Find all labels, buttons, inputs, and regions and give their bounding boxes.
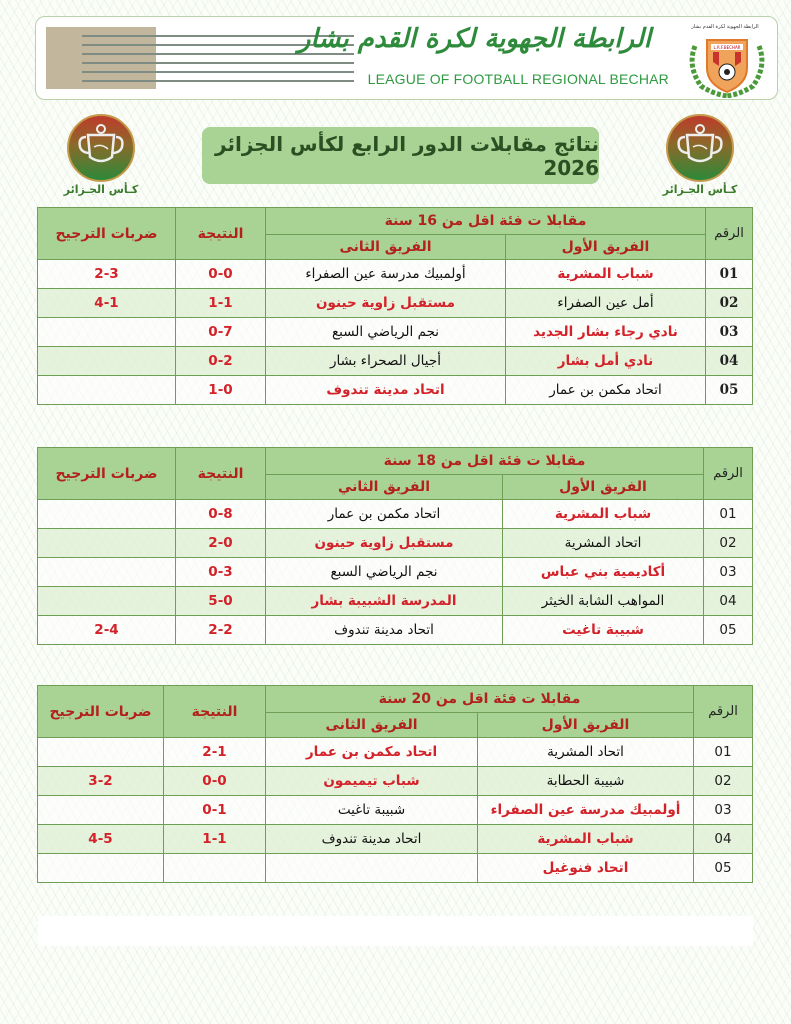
match-number: 01	[694, 738, 753, 767]
team1-name: أكاديمية بني عباس	[503, 558, 704, 587]
penalty-score	[38, 854, 164, 883]
table-row	[38, 738, 753, 767]
penalty-score	[38, 529, 176, 558]
team1-name: اتحاد فنوغيل	[478, 854, 694, 883]
team1-name: اتحاد المشرية	[478, 738, 694, 767]
table-row	[38, 347, 753, 376]
match-number: 05	[694, 854, 753, 883]
penalty-score	[38, 558, 176, 587]
column-header-number: الرقم	[704, 448, 753, 500]
column-header-score: النتيجة	[176, 448, 266, 500]
table-row	[38, 825, 753, 854]
penalty-score	[38, 796, 164, 825]
team2-name: نجم الرياضي السبع	[266, 558, 503, 587]
penalty-score: 4-5	[38, 825, 164, 854]
match-number: 04	[694, 825, 753, 854]
column-header-penalties: ضربات الترجيح	[38, 448, 176, 500]
match-score: 2-1	[164, 738, 266, 767]
column-header-team2: الفريق الثاني	[266, 475, 503, 500]
team2-name: اتحاد مكمن بن عمار	[266, 500, 503, 529]
column-header-team1: الفريق الأول	[478, 713, 694, 738]
table-row	[38, 500, 753, 529]
match-number: 03	[704, 558, 753, 587]
penalty-score	[38, 738, 164, 767]
team2-name: مستقبل زاوية حينون	[266, 529, 503, 558]
category-title: مقابلا ت فئة اقل من 16 سنة	[266, 208, 706, 235]
team2-name: اتحاد مدينة تندوف	[266, 616, 503, 645]
column-header-team1: الفريق الأول	[503, 475, 704, 500]
category-title: مقابلا ت فئة اقل من 20 سنة	[266, 686, 694, 713]
table-row	[38, 289, 753, 318]
team2-name: أولمبيك مدرسة عين الصفراء	[266, 260, 506, 289]
table-row	[38, 260, 753, 289]
crest-caption: الرابطة الجهوية لكرة القدم بشار	[691, 24, 759, 30]
team2-name: نجم الرياضي السبع	[266, 318, 506, 347]
table-row	[38, 616, 753, 645]
column-header-penalties: ضربات الترجيح	[38, 208, 176, 260]
penalty-score	[38, 587, 176, 616]
match-score	[164, 854, 266, 883]
match-number: 02	[694, 767, 753, 796]
table-row	[38, 767, 753, 796]
match-number: 03	[706, 318, 753, 347]
match-number: 02	[706, 289, 753, 318]
team2-name: اتحاد مكمن بن عمار	[266, 738, 478, 767]
team1-name: شباب المشرية	[506, 260, 706, 289]
table-row	[38, 558, 753, 587]
penalty-score: 2-3	[38, 260, 176, 289]
team2-name	[266, 854, 478, 883]
team1-name: اتحاد المشرية	[503, 529, 704, 558]
penalty-score	[38, 318, 176, 347]
match-score: 1-0	[176, 376, 266, 405]
algeria-cup-logo-left	[56, 113, 146, 183]
team1-name: نادي رجاء بشار الجديد	[506, 318, 706, 347]
match-score: 0-0	[176, 260, 266, 289]
column-header-penalties: ضربات الترجيح	[38, 686, 164, 738]
team2-name: اتحاد مدينة تندوف	[266, 825, 478, 854]
league-name-arabic: الرابطة الجهوية لكرة القدم بشار	[297, 24, 651, 54]
team1-name: شباب المشرية	[503, 500, 704, 529]
penalty-score: 4-1	[38, 289, 176, 318]
match-score: 0-8	[176, 500, 266, 529]
match-number: 01	[706, 260, 753, 289]
match-number: 04	[706, 347, 753, 376]
league-name-english: LEAGUE OF FOOTBALL REGIONAL BECHAR	[367, 71, 669, 87]
team1-name: المواهب الشابة الخيثر	[503, 587, 704, 616]
team1-name: أمل عين الصفراء	[506, 289, 706, 318]
results-table-1	[37, 207, 753, 405]
match-number: 03	[694, 796, 753, 825]
team2-name: شباب تيميمون	[266, 767, 478, 796]
match-score: 1-1	[176, 289, 266, 318]
team2-name: اتحاد مدينة تندوف	[266, 376, 506, 405]
results-table-2	[37, 447, 753, 645]
column-header-number: الرقم	[694, 686, 753, 738]
team2-name: أجيال الصحراء بشار	[266, 347, 506, 376]
table-row	[38, 529, 753, 558]
match-number: 04	[704, 587, 753, 616]
table-row	[38, 587, 753, 616]
column-header-team2: الفريق الثانى	[266, 235, 506, 260]
match-score: 0-1	[164, 796, 266, 825]
penalty-score: 3-2	[38, 767, 164, 796]
team2-name: المدرسة الشبيبة بشار	[266, 587, 503, 616]
team1-name: أولمبيك مدرسة عين الصفراء	[478, 796, 694, 825]
match-score: 2-0	[176, 529, 266, 558]
table-row	[38, 318, 753, 347]
league-crest-logo	[683, 32, 771, 98]
match-number: 01	[704, 500, 753, 529]
column-header-number: الرقم	[706, 208, 753, 260]
crest-text: L.R.F.BECHAR	[713, 45, 741, 50]
team1-name: شبيبة تاغيت	[503, 616, 704, 645]
column-header-score: النتيجة	[164, 686, 266, 738]
column-header-team2: الفريق الثانى	[266, 713, 478, 738]
table-row	[38, 854, 753, 883]
column-header-score: النتيجة	[176, 208, 266, 260]
team1-name: نادي أمل بشار	[506, 347, 706, 376]
algeria-cup-logo-right	[655, 113, 745, 183]
match-score: 2-2	[176, 616, 266, 645]
team2-name: شبيبة تاغيت	[266, 796, 478, 825]
team2-name: مستقبل زاوية حينون	[266, 289, 506, 318]
team1-name: شباب المشرية	[478, 825, 694, 854]
penalty-score	[38, 376, 176, 405]
match-score: 0-0	[164, 767, 266, 796]
penalty-score	[38, 500, 176, 529]
table-row	[38, 796, 753, 825]
cup-logo-caption-left: كـأس الجـزائر	[63, 183, 139, 196]
results-table-3	[37, 685, 753, 883]
match-score: 1-1	[164, 825, 266, 854]
footer-blank-area	[38, 916, 753, 946]
team1-name: اتحاد مكمن بن عمار	[506, 376, 706, 405]
match-number: 02	[704, 529, 753, 558]
penalty-score	[38, 347, 176, 376]
match-score: 0-3	[176, 558, 266, 587]
page-title: نتائج مقابلات الدور الرابع لكأس الجزائر 2026	[202, 127, 599, 184]
match-score: 0-7	[176, 318, 266, 347]
match-score: 0-2	[176, 347, 266, 376]
column-header-team1: الفريق الأول	[506, 235, 706, 260]
match-number: 05	[706, 376, 753, 405]
match-score: 5-0	[176, 587, 266, 616]
penalty-score: 2-4	[38, 616, 176, 645]
match-number: 05	[704, 616, 753, 645]
team1-name: شبيبة الحطابة	[478, 767, 694, 796]
category-title: مقابلا ت فئة اقل من 18 سنة	[266, 448, 704, 475]
table-row	[38, 376, 753, 405]
cup-logo-caption-right: كـأس الجـزائر	[662, 183, 738, 196]
